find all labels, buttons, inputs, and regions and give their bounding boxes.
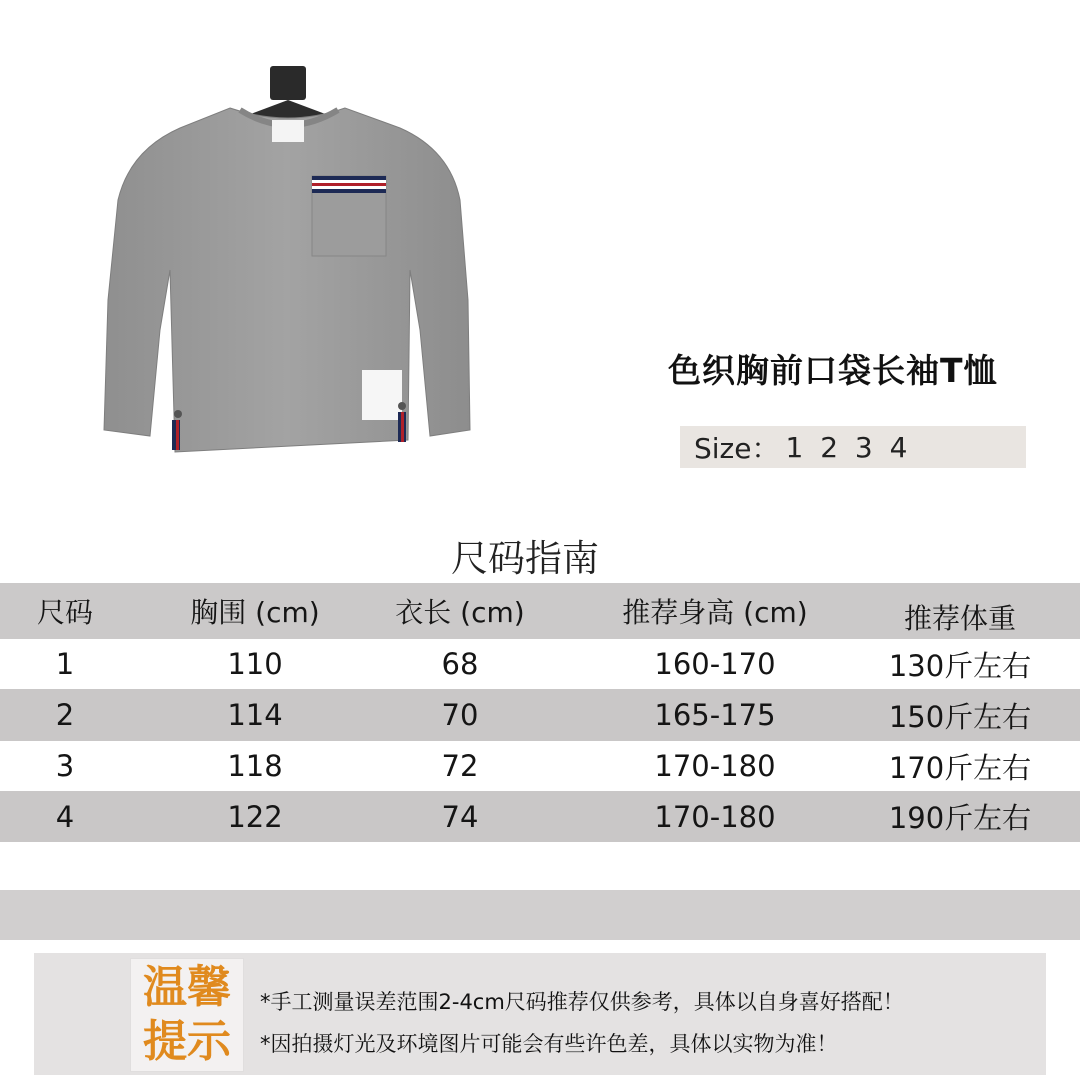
header-length: 衣长 (cm) (395, 596, 525, 629)
size-bar (680, 426, 1026, 468)
cell-weight: 190斤左右 (888, 801, 1032, 835)
cell-size: 3 (55, 749, 75, 783)
table-row (0, 689, 1080, 741)
tips-label (130, 958, 244, 1072)
size-values: 1 2 3 4 (785, 430, 912, 464)
cell-weight: 170斤左右 (888, 750, 1032, 785)
cell-weight: 150斤左右 (888, 699, 1032, 734)
empty-row (0, 890, 1080, 940)
size-guide-title: 尺码指南 (451, 537, 599, 580)
header-height: 推荐身高 (cm) (622, 596, 808, 629)
empty-row (0, 842, 1080, 890)
table-row (0, 639, 1080, 689)
cell-height: 170-180 (654, 799, 776, 834)
table-row (0, 791, 1080, 842)
cell-size: 4 (55, 799, 75, 834)
tips-label-line2: 提示 (143, 1016, 231, 1067)
cell-weight: 130斤左右 (888, 648, 1032, 683)
cell-length: 68 (441, 647, 479, 681)
cell-height: 160-170 (654, 647, 776, 681)
cell-chest: 122 (227, 799, 283, 834)
cell-chest: 114 (227, 698, 283, 732)
cell-height: 170-180 (654, 749, 776, 783)
cell-height: 165-175 (654, 698, 776, 732)
cell-length: 72 (441, 749, 479, 783)
product-title: 色织胸前口袋长袖T恤 (668, 351, 998, 390)
tips-line-1: *手工测量误差范围2-4cm尺码推荐仅供参考，具体以自身喜好搭配！ (260, 990, 904, 1014)
tips-text (260, 981, 904, 1065)
table-row (0, 741, 1080, 791)
table-header-row (0, 583, 1080, 639)
tips-label-line1: 温馨 (143, 962, 231, 1013)
tips-line-2: *因拍摄灯光及环境图片可能会有些许色差，具体以实物为准！ (260, 1032, 838, 1056)
cell-chest: 118 (227, 749, 283, 783)
header-chest: 胸围 (cm) (190, 596, 320, 629)
tips-box (34, 953, 1046, 1075)
header-size: 尺码 (36, 596, 93, 629)
size-table (0, 583, 1080, 842)
cell-length: 74 (441, 799, 479, 834)
cell-chest: 110 (227, 647, 283, 681)
header-weight: 推荐体重 (903, 602, 1016, 635)
cell-size: 1 (55, 647, 75, 681)
size-label: Size： (694, 432, 780, 465)
product-photo (0, 0, 560, 500)
cell-size: 2 (55, 698, 75, 732)
cell-length: 70 (441, 698, 479, 732)
